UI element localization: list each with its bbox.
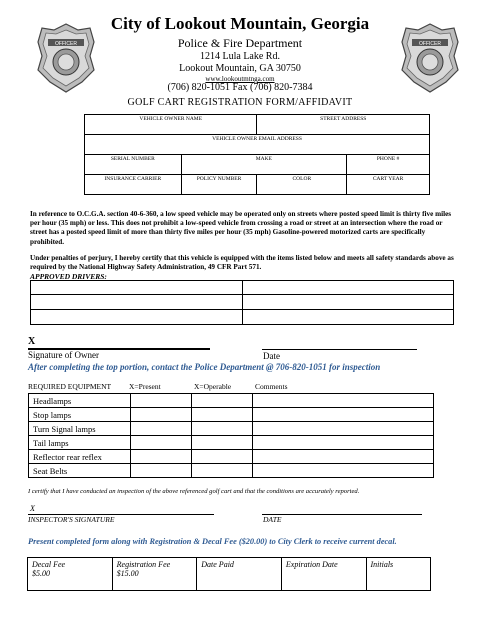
present-cell[interactable] — [131, 394, 192, 408]
color-label: COLOR — [292, 176, 312, 182]
street-address-label: STREET ADDRESS — [320, 116, 367, 122]
operable-cell[interactable] — [192, 464, 253, 478]
driver-cell[interactable] — [242, 295, 454, 310]
equipment-row — [29, 422, 434, 436]
decal-fee-instruction: Present completed form along with Registration & Decal Fee ($20.00) to City Clerk to receive current decal. — [28, 537, 397, 546]
decal-fee-amount: $5.00 — [32, 569, 50, 578]
owner-date-line[interactable] — [262, 349, 417, 350]
policy-number-label: POLICY NUMBER — [196, 176, 242, 182]
vehicle-owner-name-label: VEHICLE OWNER NAME — [139, 116, 203, 122]
comments-cell[interactable] — [253, 408, 434, 422]
present-cell[interactable] — [131, 436, 192, 450]
make-label: MAKE — [255, 156, 272, 162]
speed-limit-paragraph: In reference to O.C.G.A. section 40-6-360, a low speed vehicle may be operated only on streets where posted speed limit is thirty five miles per hour (35 mph) or less. This does not prohibit a low-speed vehicle from crossing a road or street at an intersection where the road or street has a posted speed limit of more than thirty five miles per hour (35 mph) Gasoline-powered motorized carts are specifically prohibited. — [30, 210, 452, 246]
inspector-certify-text: I certify that I have conducted an inspection of the above referenced golf cart and that the conditions are accurately reported. — [28, 488, 360, 495]
comments-cell[interactable] — [253, 450, 434, 464]
date-paid-cell[interactable] — [197, 558, 282, 591]
equipment-row — [29, 450, 434, 464]
department-name: Police & Fire Department — [177, 36, 303, 50]
date-paid-label: Date Paid — [201, 560, 234, 569]
comments-cell[interactable] — [253, 464, 434, 478]
insurance-carrier-field[interactable] — [85, 175, 182, 195]
phone-label: PHONE # — [376, 156, 400, 162]
badge-right-label: OFFICER — [419, 40, 441, 47]
serial-number-field[interactable] — [85, 155, 182, 175]
inspector-date-label: DATE — [263, 515, 282, 524]
equipment-row — [29, 464, 434, 478]
driver-cell[interactable] — [31, 281, 243, 295]
website-link[interactable]: www.lookoutmtnga.com — [205, 75, 275, 83]
color-field[interactable] — [257, 175, 347, 195]
inspector-signature-label: INSPECTOR'S SIGNATURE — [28, 515, 115, 524]
present-cell[interactable] — [131, 422, 192, 436]
comments-cell[interactable] — [253, 394, 434, 408]
cart-year-field[interactable] — [347, 175, 430, 195]
address-line-1: 1214 Lula Lake Rd. — [200, 51, 280, 62]
driver-cell[interactable] — [31, 310, 243, 325]
owner-email-field[interactable] — [85, 135, 430, 155]
approved-drivers-label: APPROVED DRIVERS: — [30, 272, 107, 281]
operable-cell[interactable] — [192, 436, 253, 450]
inspector-signature-x: X — [30, 504, 35, 513]
equipment-name: Tail lamps — [29, 436, 131, 450]
form-title: GOLF CART REGISTRATION FORM/AFFIDAVIT — [127, 97, 353, 108]
equipment-name: Turn Signal lamps — [29, 422, 131, 436]
comments-header: Comments — [255, 382, 288, 391]
perjury-paragraph: Under penalties of perjury, I hereby certify that this vehicle is equipped with the items listed below and meets all safety standards above as required by the National Highway Safety Administration, 49 CFR Part 571. — [30, 254, 454, 272]
address-line-2: Lookout Mountain, GA 30750 — [179, 63, 301, 74]
present-cell[interactable] — [131, 450, 192, 464]
operable-cell[interactable] — [192, 394, 253, 408]
registration-fee-label: Registration Fee — [116, 560, 171, 569]
owner-date-label: Date — [263, 351, 280, 361]
driver-cell[interactable] — [242, 281, 454, 295]
initials-label: Initials — [370, 560, 394, 569]
vehicle-owner-name-field[interactable] — [85, 115, 257, 135]
owner-email-label: VEHICLE OWNER EMAIL ADDRESS — [212, 136, 302, 142]
expiration-date-cell[interactable] — [281, 558, 366, 591]
expiration-date-label: Expiration Date — [285, 560, 338, 569]
approved-drivers-table — [30, 280, 454, 325]
street-address-field[interactable] — [257, 115, 430, 135]
present-cell[interactable] — [131, 408, 192, 422]
serial-number-label: SERIAL NUMBER — [110, 156, 155, 162]
driver-cell[interactable] — [242, 310, 454, 325]
owner-signature-label: Signature of Owner — [28, 350, 99, 360]
policy-number-field[interactable] — [181, 175, 257, 195]
equipment-name: Stop lamps — [29, 408, 131, 422]
equipment-name: Reflector rear reflex — [29, 450, 131, 464]
inspection-instruction: After completing the top portion, contact the Police Department @ 706-820-1051 for inspection — [28, 362, 381, 372]
required-equipment-header: REQUIRED EQUIPMENT — [28, 382, 112, 391]
page-title: City of Lookout Mountain, Georgia — [110, 14, 370, 33]
comments-cell[interactable] — [253, 436, 434, 450]
initials-cell[interactable] — [366, 558, 431, 591]
equipment-name: Headlamps — [29, 394, 131, 408]
equipment-table — [28, 393, 434, 478]
equipment-name: Seat Belts — [29, 464, 131, 478]
operable-cell[interactable] — [192, 422, 253, 436]
decal-fee-cell[interactable] — [28, 558, 113, 591]
equipment-row — [29, 408, 434, 422]
registration-fee-amount: $15.00 — [116, 569, 139, 578]
phone-fax: (706) 820-1051 Fax (706) 820-7384 — [167, 82, 313, 93]
operable-cell[interactable] — [192, 450, 253, 464]
comments-cell[interactable] — [253, 422, 434, 436]
phone-field[interactable] — [347, 155, 430, 175]
inspector-date-line[interactable] — [262, 514, 422, 515]
cart-year-label: CART YEAR — [372, 176, 404, 182]
operable-header: X=Operable — [194, 382, 232, 391]
decal-fee-label: Decal Fee — [32, 560, 66, 569]
insurance-carrier-label: INSURANCE CARRIER — [104, 176, 162, 182]
present-cell[interactable] — [131, 464, 192, 478]
equipment-row — [29, 436, 434, 450]
owner-signature-x: X — [28, 336, 36, 347]
registration-fee-cell[interactable] — [112, 558, 197, 591]
fees-table — [27, 557, 431, 591]
present-header: X=Present — [129, 382, 161, 391]
equipment-row — [29, 394, 434, 408]
driver-cell[interactable] — [31, 295, 243, 310]
badge-left-label: OFFICER — [55, 40, 77, 47]
vehicle-info-table — [84, 114, 430, 195]
make-field[interactable] — [181, 155, 347, 175]
operable-cell[interactable] — [192, 408, 253, 422]
